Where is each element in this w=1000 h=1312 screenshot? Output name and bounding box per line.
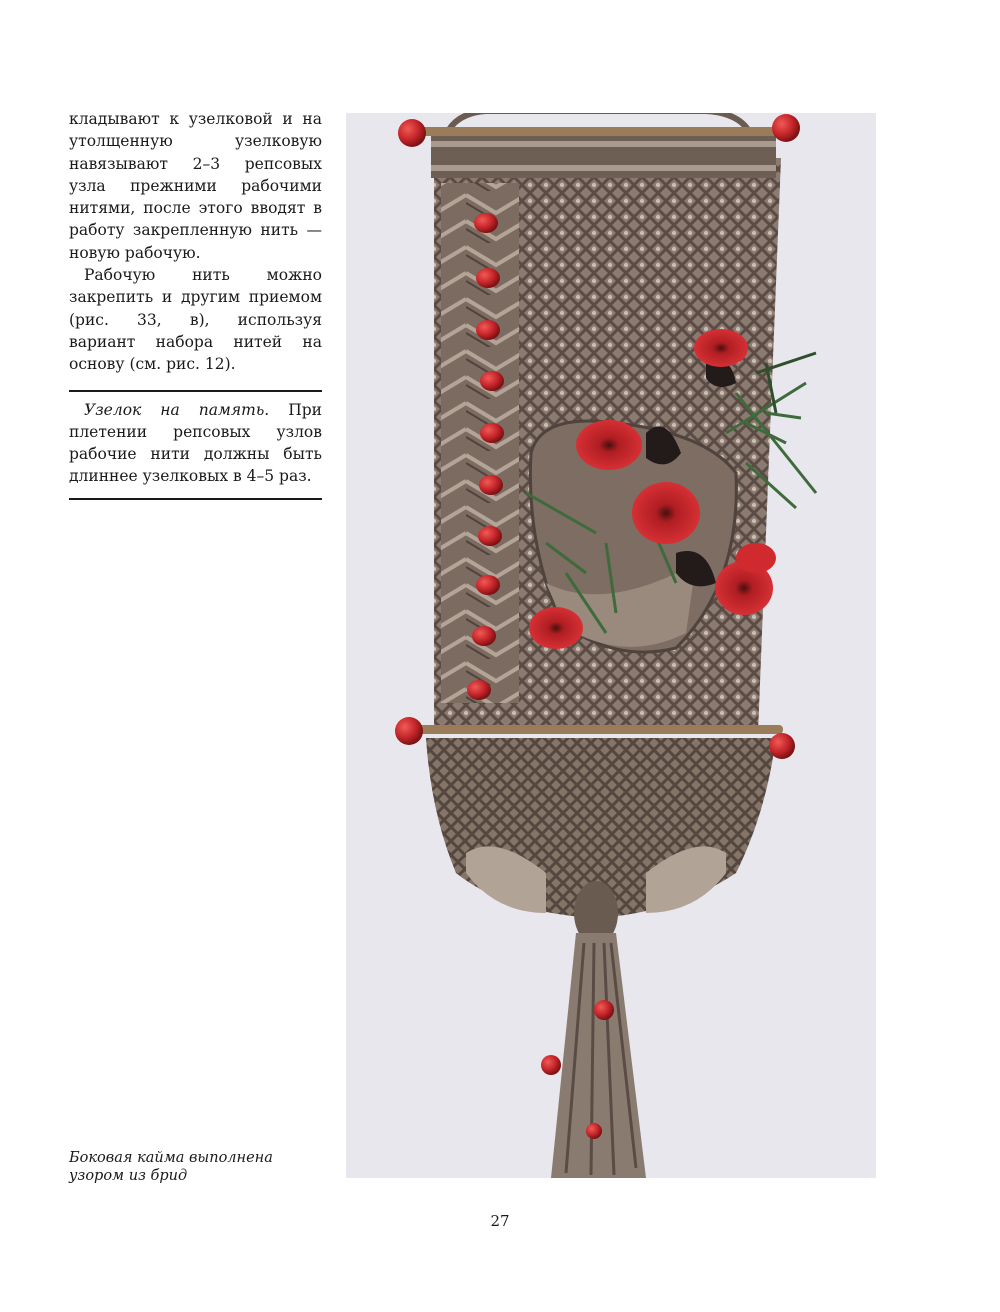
note-box [69, 390, 322, 500]
note-label: Узелок на память. [84, 400, 270, 419]
paragraph-working-thread: Рабочую нить можно закрепить и другим приемом (рис. 33, в), используя вариант набора нитей на основу (см. рис. 12). [69, 266, 322, 374]
left-text-column [69, 108, 322, 500]
page-number: 27 [490, 1212, 510, 1230]
paragraph-continuation: кладывают к узелковой и на утолщенную узелковую навязывают 2–3 репсовых узла прежними рабочими нитями, после этого вводят в работу закрепленную нить — новую рабочую. [69, 110, 322, 262]
macrame-photo [346, 113, 876, 1178]
note-text: При плетении репсовых узлов рабочие нити должны быть длиннее узелковых в 4–5 раз. [69, 400, 322, 486]
body-text [69, 108, 322, 376]
photo-caption: Боковая кайма выполнена узором из брид [69, 1150, 273, 1184]
note-paragraph [69, 399, 322, 488]
macrame-wall-hanging-illustration [346, 113, 876, 1178]
